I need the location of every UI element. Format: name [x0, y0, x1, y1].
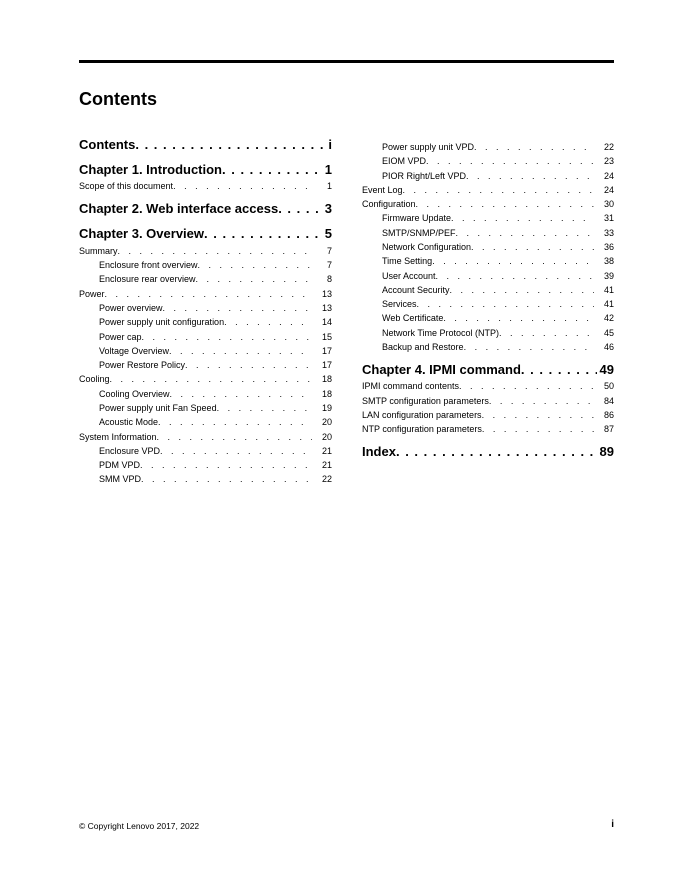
toc-entry-page: 1: [326, 181, 332, 191]
toc-leader-dots: [450, 284, 594, 296]
toc-leader-dots: [135, 137, 325, 153]
toc-entry-title: Configuration: [362, 199, 416, 209]
toc-entry-page: 23: [603, 156, 614, 166]
toc-entry-page: 86: [603, 410, 614, 420]
toc-entry-title: Chapter 4. IPMI command: [362, 362, 521, 377]
toc-entry-system-information[interactable]: [79, 431, 332, 443]
toc-leader-dots: [110, 373, 312, 385]
toc-entry-page: i: [328, 137, 332, 152]
toc-entry-enclosure-front-overview[interactable]: [99, 259, 332, 271]
toc-entry-chapter-2-web-interface-access[interactable]: [79, 201, 332, 217]
toc-entry-smm-vpd[interactable]: [99, 473, 332, 485]
toc-leader-dots: [157, 431, 312, 443]
toc-entry-title: Chapter 1. Introduction: [79, 162, 222, 177]
toc-entry-power-overview[interactable]: [99, 302, 332, 314]
toc-entry-page: 21: [321, 446, 332, 456]
toc-entry-page: 50: [603, 381, 614, 391]
toc-entry-event-log[interactable]: [362, 184, 614, 196]
toc-entry-power-restore-policy[interactable]: [99, 359, 332, 371]
toc-leader-dots: [278, 201, 322, 217]
toc-entry-title: Power Restore Policy: [99, 360, 186, 370]
toc-entry-page: 41: [603, 285, 614, 295]
toc-entry-page: 41: [603, 299, 614, 309]
toc-entry-account-security[interactable]: [382, 284, 614, 296]
toc-leader-dots: [416, 198, 594, 210]
toc-leader-dots: [163, 302, 312, 314]
toc-entry-page: 89: [599, 444, 614, 459]
toc-entry-title: PDM VPD: [99, 460, 141, 470]
toc-entry-title: Scope of this document: [79, 181, 174, 191]
toc-entry-page: 21: [321, 460, 332, 470]
toc-entry-title: Power supply unit configuration: [99, 317, 225, 327]
toc-leader-dots: [482, 409, 594, 421]
toc-entry-page: 1: [324, 162, 332, 177]
toc-entry-page: 17: [321, 360, 332, 370]
toc-entry-page: 46: [603, 342, 614, 352]
toc-entry-services[interactable]: [382, 298, 614, 310]
toc-leader-dots: [456, 227, 594, 239]
toc-entry-summary[interactable]: [79, 245, 332, 257]
toc-entry-ntp-configuration-parameters[interactable]: [362, 423, 614, 435]
toc-entry-smtp-snmp-pef[interactable]: [382, 227, 614, 239]
toc-leader-dots: [169, 345, 312, 357]
toc-entry-page: 3: [324, 201, 332, 216]
toc-leader-dots: [403, 184, 594, 196]
toc-leader-dots: [474, 141, 594, 153]
toc-entry-lan-configuration-parameters[interactable]: [362, 409, 614, 421]
toc-entry-title: Network Configuration: [382, 242, 472, 252]
toc-entry-title: Summary: [79, 246, 118, 256]
toc-entry-acoustic-mode[interactable]: [99, 416, 332, 428]
toc-leader-dots: [443, 312, 594, 324]
toc-entry-title: PIOR Right/Left VPD: [382, 171, 467, 181]
toc-entry-title: Power: [79, 289, 105, 299]
toc-leader-dots: [482, 423, 594, 435]
toc-entry-page: 42: [603, 313, 614, 323]
toc-entry-cooling[interactable]: [79, 373, 332, 385]
toc-leader-dots: [196, 273, 312, 285]
toc-leader-dots: [160, 445, 312, 457]
toc-entry-page: 30: [603, 199, 614, 209]
toc-entry-page: 17: [321, 346, 332, 356]
toc-entry-page: 19: [321, 403, 332, 413]
toc-entry-title: Network Time Protocol (NTP): [382, 328, 500, 338]
toc-leader-dots: [185, 359, 312, 371]
toc-entry-page: 7: [326, 260, 332, 270]
toc-entry-title: Cooling: [79, 374, 110, 384]
toc-entry-time-setting[interactable]: [382, 255, 614, 267]
toc-entry-page: 36: [603, 242, 614, 252]
toc-entry-enclosure-vpd[interactable]: [99, 445, 332, 457]
toc-entry-title: SMTP/SNMP/PEF: [382, 228, 456, 238]
toc-leader-dots: [217, 402, 312, 414]
toc-entry-title: Enclosure VPD: [99, 446, 161, 456]
toc-entry-chapter-3-overview[interactable]: [79, 226, 332, 242]
toc-entry-eiom-vpd[interactable]: [382, 155, 614, 167]
toc-entry-voltage-overview[interactable]: [99, 345, 332, 357]
toc-entry-page: 8: [326, 274, 332, 284]
toc-entry-pdm-vpd[interactable]: [99, 459, 332, 471]
toc-entry-title: Enclosure rear overview: [99, 274, 196, 284]
toc-leader-dots: [118, 245, 312, 257]
toc-entry-title: Firmware Update: [382, 213, 452, 223]
toc-entry-scope-of-this-document[interactable]: [79, 180, 332, 192]
toc-entry-page: 84: [603, 396, 614, 406]
toc-entry-title: Cooling Overview: [99, 389, 170, 399]
toc-entry-title: LAN configuration parameters: [362, 410, 482, 420]
toc-leader-dots: [464, 341, 594, 353]
toc-leader-dots: [436, 270, 594, 282]
toc-entry-page: 22: [321, 474, 332, 484]
toc-leader-dots: [170, 388, 312, 400]
toc-entry-chapter-1-introduction[interactable]: [79, 162, 332, 178]
toc-entry-page: 20: [321, 432, 332, 442]
toc-entry-page: 24: [603, 171, 614, 181]
toc-entry-page: 13: [321, 289, 332, 299]
toc-entry-index[interactable]: [362, 444, 614, 460]
toc-entry-page: 39: [603, 271, 614, 281]
page-title: Contents: [79, 89, 157, 109]
toc-entry-firmware-update[interactable]: [382, 212, 614, 224]
toc-entry-title: Account Security: [382, 285, 450, 295]
toc-entry-page: 18: [321, 389, 332, 399]
toc-leader-dots: [451, 212, 594, 224]
toc-entry-title: Enclosure front overview: [99, 260, 198, 270]
toc-entry-title: Power overview: [99, 303, 163, 313]
toc-entry-power-supply-unit-configuration[interactable]: [99, 316, 332, 328]
toc-entry-page: 13: [321, 303, 332, 313]
toc-entry-page: 38: [603, 256, 614, 266]
toc-entry-power-cap[interactable]: [99, 331, 332, 343]
toc-leader-dots: [471, 241, 594, 253]
toc-entry-page: 5: [324, 226, 332, 241]
toc-entry-title: NTP configuration parameters: [362, 424, 482, 434]
toc-leader-dots: [204, 226, 322, 242]
toc-entry-title: Acoustic Mode: [99, 417, 159, 427]
toc-leader-dots: [142, 331, 312, 343]
toc-leader-dots: [426, 155, 594, 167]
toc-entry-title: Power supply unit VPD: [382, 142, 475, 152]
toc-entry-page: 7: [326, 246, 332, 256]
toc-entry-page: 33: [603, 228, 614, 238]
toc-entry-page: 18: [321, 374, 332, 384]
toc-entry-title: Contents: [79, 137, 136, 152]
toc-entry-page: 20: [321, 417, 332, 427]
toc-entry-contents[interactable]: [79, 137, 332, 153]
toc-entry-page: 45: [603, 328, 614, 338]
toc-entry-page: 87: [603, 424, 614, 434]
toc-entry-page: 49: [599, 362, 614, 377]
toc-entry-title: Chapter 2. Web interface access: [79, 201, 279, 216]
toc-leader-dots: [459, 380, 594, 392]
toc-entry-title: Time Setting: [382, 256, 433, 266]
toc-entry-page: 31: [603, 213, 614, 223]
toc-leader-dots: [222, 162, 322, 178]
toc-entry-smtp-configuration-parameters[interactable]: [362, 395, 614, 407]
toc-entry-backup-and-restore[interactable]: [382, 341, 614, 353]
toc-entry-title: SMTP configuration parameters: [362, 396, 489, 406]
toc-entry-title: Backup and Restore: [382, 342, 464, 352]
toc-leader-dots: [224, 316, 312, 328]
toc-entry-pior-right-left-vpd[interactable]: [382, 170, 614, 182]
toc-entry-title: Power cap: [99, 332, 142, 342]
toc-leader-dots: [141, 473, 312, 485]
toc-entry-cooling-overview[interactable]: [99, 388, 332, 400]
toc-entry-title: SMM VPD: [99, 474, 142, 484]
footer-page-number: i: [611, 819, 614, 830]
toc-leader-dots: [432, 255, 594, 267]
toc-leader-dots: [521, 362, 597, 378]
toc-entry-ipmi-command-contents[interactable]: [362, 380, 614, 392]
toc-entry-configuration[interactable]: [362, 198, 614, 210]
toc-left-column: [79, 0, 332, 880]
toc-entry-network-configuration[interactable]: [382, 241, 614, 253]
toc-entry-network-time-protocol-ntp[interactable]: [382, 327, 614, 339]
toc-entry-title: System Information: [79, 432, 157, 442]
toc-entry-title: EIOM VPD: [382, 156, 427, 166]
toc-leader-dots: [140, 459, 312, 471]
toc-leader-dots: [499, 327, 594, 339]
toc-leader-dots: [158, 416, 312, 428]
toc-entry-title: Voltage Overview: [99, 346, 170, 356]
toc-entry-title: Chapter 3. Overview: [79, 226, 204, 241]
toc-leader-dots: [198, 259, 312, 271]
toc-entry-title: Event Log: [362, 185, 403, 195]
toc-entry-title: Web Certificate: [382, 313, 444, 323]
toc-entry-title: Services: [382, 299, 417, 309]
toc-entry-power-supply-unit-vpd[interactable]: [382, 141, 614, 153]
toc-entry-user-account[interactable]: [382, 270, 614, 282]
toc-right-column: [362, 0, 614, 880]
toc-leader-dots: [173, 180, 312, 192]
toc-entry-power[interactable]: [79, 288, 332, 300]
toc-entry-chapter-4-ipmi-command[interactable]: [362, 362, 614, 378]
toc-entry-title: IPMI command contents: [362, 381, 460, 391]
toc-entry-web-certificate[interactable]: [382, 312, 614, 324]
toc-leader-dots: [489, 395, 594, 407]
toc-entry-title: Power supply unit Fan Speed: [99, 403, 217, 413]
toc-entry-page: 15: [321, 332, 332, 342]
toc-entry-title: Index: [362, 444, 396, 459]
toc-leader-dots: [466, 170, 594, 182]
toc-entry-enclosure-rear-overview[interactable]: [99, 273, 332, 285]
toc-leader-dots: [417, 298, 594, 310]
toc-entry-page: 14: [321, 317, 332, 327]
toc-entry-page: 24: [603, 185, 614, 195]
toc-leader-dots: [396, 444, 597, 460]
footer-copyright: © Copyright Lenovo 2017, 2022: [79, 821, 200, 831]
toc-leader-dots: [105, 288, 312, 300]
toc-entry-title: User Account: [382, 271, 436, 281]
toc-entry-page: 22: [603, 142, 614, 152]
toc-entry-power-supply-unit-fan-speed[interactable]: [99, 402, 332, 414]
